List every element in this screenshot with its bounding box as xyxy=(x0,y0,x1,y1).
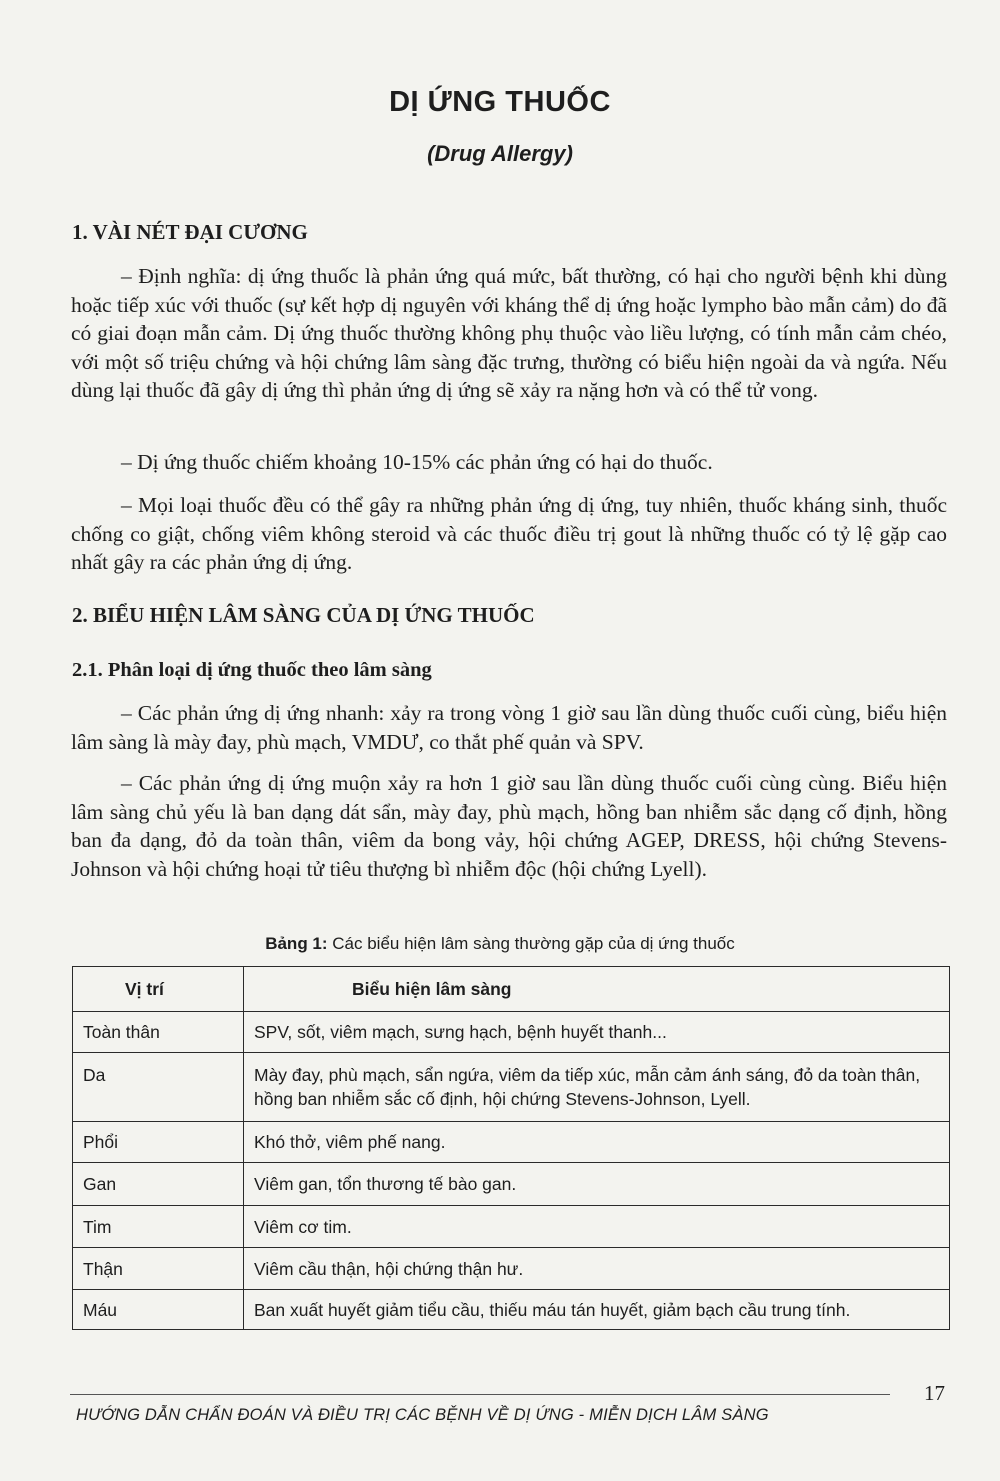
table-header-location: Vị trí xyxy=(73,967,244,1012)
section-1-heading: 1. VÀI NÉT ĐẠI CƯƠNG xyxy=(72,220,308,244)
table-cell-location: Da xyxy=(73,1053,244,1122)
paragraph-delayed-reactions: – Các phản ứng dị ứng muộn xảy ra hơn 1 giờ sau lần dùng thuốc cuối cùng cùng. Biểu hiện lâm sàng chủ yếu là ban dạng dát sẩn, mày đay, phù mạch, hồng ban nhiễm sắc dạng cố định, hồng ban đa dạng, đỏ da toàn thân, viêm da bong vảy, hội chứng AGEP, DRESS, hội chứng Stevens-Johnson và hội chứng hoại tử tiêu thượng bì nhiễm độc (hội chứng Lyell). xyxy=(71,771,947,881)
table-row xyxy=(73,1053,950,1122)
clinical-manifestations-table xyxy=(72,966,950,1330)
page-number: 17 xyxy=(924,1381,945,1405)
table-cell-manifestation: Viêm gan, tổn thương tế bào gan. xyxy=(244,1163,950,1206)
running-title: HƯỚNG DẪN CHẨN ĐOÁN VÀ ĐIỀU TRỊ CÁC BỆNH VỀ DỊ ỨNG - MIỄN DỊCH LÂM SÀNG xyxy=(76,1406,769,1424)
table-cell-manifestation: Ban xuất huyết giảm tiểu cầu, thiếu máu tán huyết, giảm bạch cầu trung tính. xyxy=(244,1290,950,1330)
table-cell-location: Máu xyxy=(73,1290,244,1330)
table-cell-manifestation: Viêm cơ tim. xyxy=(244,1206,950,1248)
section-2-heading: 2. BIỂU HIỆN LÂM SÀNG CỦA DỊ ỨNG THUỐC xyxy=(72,603,535,627)
table-cell-location: Thận xyxy=(73,1248,244,1290)
table-header-row xyxy=(73,967,950,1012)
section-2-1-heading: 2.1. Phân loại dị ứng thuốc theo lâm sàng xyxy=(72,659,432,681)
table-row xyxy=(73,1206,950,1248)
table-cell-location: Tim xyxy=(73,1206,244,1248)
table-row xyxy=(73,1290,950,1330)
table-caption xyxy=(0,934,1000,954)
page-title: DỊ ỨNG THUỐC xyxy=(389,86,611,118)
table-cell-location: Gan xyxy=(73,1163,244,1206)
paragraph-immediate-reactions: – Các phản ứng dị ứng nhanh: xảy ra trong vòng 1 giờ sau lần dùng thuốc cuối cùng, biểu hiện lâm sàng là mày đay, phù mạch, VMDƯ, co thắt phế quản và SPV. xyxy=(71,701,947,754)
table-cell-manifestation: SPV, sốt, viêm mạch, sưng hạch, bệnh huyết thanh... xyxy=(244,1012,950,1053)
paragraph-drug-types: – Mọi loại thuốc đều có thể gây ra những phản ứng dị ứng, tuy nhiên, thuốc kháng sinh, thuốc chống co giật, chống viêm không steroid và các thuốc điều trị gout là những thuốc có tỷ lệ gặp cao nhất gây ra các phản ứng dị ứng. xyxy=(71,493,947,575)
table-header-manifestation: Biểu hiện lâm sàng xyxy=(244,967,950,1012)
footer-divider xyxy=(70,1394,890,1395)
table-row xyxy=(73,1012,950,1053)
table-caption-text: Các biểu hiện lâm sàng thường gặp của dị ứng thuốc xyxy=(327,934,735,953)
paragraph-definition: – Định nghĩa: dị ứng thuốc là phản ứng quá mức, bất thường, có hại cho người bệnh khi dùng hoặc tiếp xúc với thuốc (sự kết hợp dị nguyên với kháng thể dị ứng hoặc lympho bào mẫn cảm) do đã có giai đoạn mẫn cảm. Dị ứng thuốc thường không phụ thuộc vào liều lượng, có tính mẫn cảm chéo, với một số triệu chứng và hội chứng lâm sàng đặc trưng, thường có biểu hiện ngoài da và ngứa. Nếu dùng lại thuốc đã gây dị ứng thì phản ứng dị ứng sẽ xảy ra nặng hơn và có thể tử vong. xyxy=(71,264,947,403)
table-cell-manifestation: Viêm cầu thận, hội chứng thận hư. xyxy=(244,1248,950,1290)
table-row xyxy=(73,1248,950,1290)
page-subtitle: (Drug Allergy) xyxy=(427,141,573,166)
table-cell-location: Phổi xyxy=(73,1122,244,1163)
paragraph-prevalence: – Dị ứng thuốc chiếm khoảng 10-15% các phản ứng có hại do thuốc. xyxy=(121,450,713,474)
table-cell-manifestation: Mày đay, phù mạch, sẩn ngứa, viêm da tiếp xúc, mẫn cảm ánh sáng, đỏ da toàn thân, hồng ban nhiễm sắc cố định, hội chứng Stevens-Johnson, Lyell. xyxy=(244,1053,950,1122)
table-row xyxy=(73,1122,950,1163)
table-row xyxy=(73,1163,950,1206)
table-caption-label: Bảng 1: xyxy=(265,934,328,953)
table-cell-location: Toàn thân xyxy=(73,1012,244,1053)
table-cell-manifestation: Khó thở, viêm phế nang. xyxy=(244,1122,950,1163)
